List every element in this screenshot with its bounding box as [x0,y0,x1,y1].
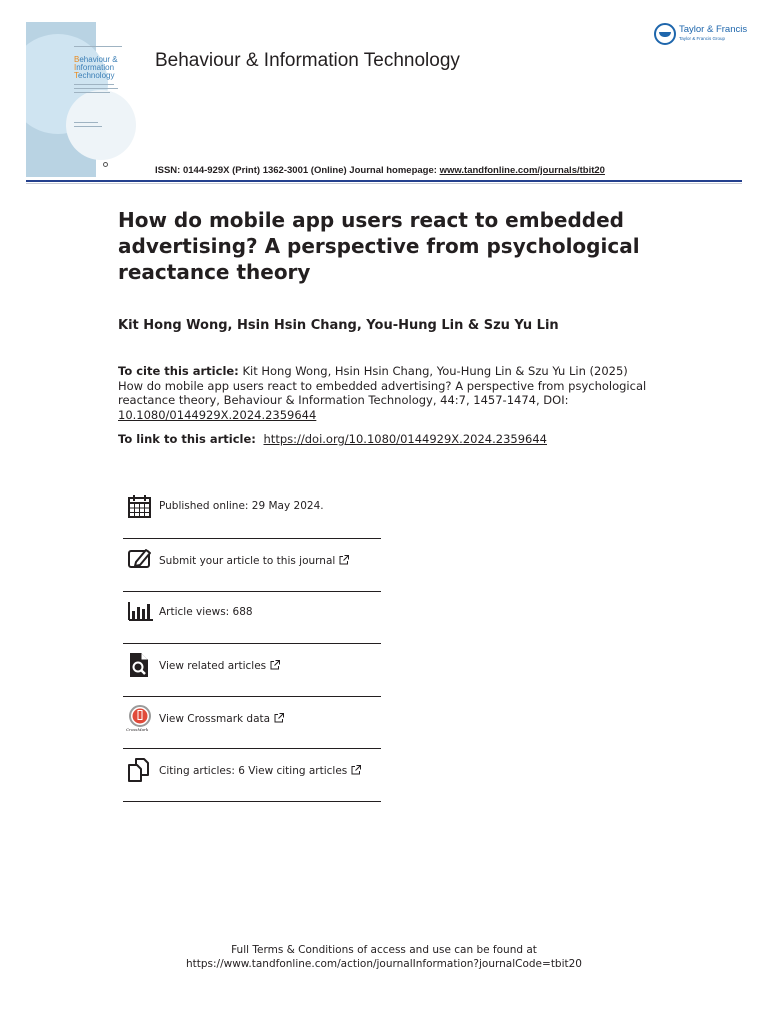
article-title: How do mobile app users react to embedded advertising? A perspective from psychological reactance theory [118,208,640,284]
cover-rule [74,92,110,93]
citation-block [118,364,648,422]
footer-line: Full Terms & Conditions of access and use can be found at [231,944,537,956]
publisher-logo [654,22,746,48]
article-link-line [118,432,547,446]
journal-homepage-link[interactable]: www.tandfonline.com/journals/tbit20 [439,165,605,176]
cite-label: To cite this article: [118,364,239,378]
info-divider [123,643,381,644]
bar-chart-icon [127,600,153,626]
external-link-icon [274,713,284,723]
info-item-crossmark[interactable] [123,705,381,757]
footer-terms-link[interactable]: https://www.tandfonline.com/action/journalInformation?journalCode=tbit20 [185,958,582,970]
issn-line [155,165,605,176]
document-search-icon [127,652,153,678]
info-item-label: Published online: 29 May 2024. [159,500,324,512]
taylor-francis-logo-icon [654,23,676,45]
cover-rule [74,84,114,85]
cite-text: Kit Hong Wong, Hsin Hsin Chang, You-Hung Lin & Szu Yu Lin (2025) How do mobile app users react to embedded advertising? A perspective from psychological reactance theory, Behaviour & Information Technology, 44:7, 1457-1474, DOI: [118,364,647,407]
cover-rule [74,88,118,89]
external-link-icon [339,555,349,565]
article-doi-link[interactable]: https://doi.org/10.1080/0144929X.2024.2359644 [263,432,547,446]
info-divider [123,538,381,539]
info-item-label[interactable]: View Crossmark data [159,713,284,725]
info-divider [123,591,381,592]
link-label: To link to this article: [118,432,256,446]
terms-footer [0,943,768,971]
citing-articles-icon [127,757,153,783]
crossmark-label: CrossMark [126,727,149,732]
journal-title: Behaviour & Information Technology [155,50,460,71]
external-link-icon [351,765,361,775]
info-item-label: Article views: 688 [159,606,253,618]
issn-label: ISSN: 0144-929X (Print) 1362-3001 (Online) Journal homepage: [155,165,437,176]
info-item-label[interactable]: View related articles [159,660,280,672]
cover-rule [74,126,102,127]
cite-doi-link[interactable]: 10.1080/0144929X.2024.2359644 [118,407,317,422]
external-link-icon [270,660,280,670]
article-authors: Kit Hong Wong, Hsin Hsin Chang, You-Hung Lin & Szu Yu Lin [118,318,559,333]
cover-publisher-mark [103,162,133,170]
calendar-icon [127,494,153,520]
info-item-views [123,600,381,652]
cover-rule [74,122,98,123]
header-rule [26,180,742,182]
cover-rule [74,46,122,47]
info-item-label[interactable]: Submit your article to this journal [159,555,349,567]
cover-title: Behaviour & Information Technology [74,55,118,80]
publisher-brand: Taylor & Francis [679,24,748,35]
info-divider [123,748,381,749]
info-divider [123,801,381,802]
cover-circle-small [66,90,136,160]
info-item-label[interactable]: Citing articles: 6 View citing articles [159,765,361,777]
info-divider [123,696,381,697]
edit-submit-icon [127,547,153,573]
journal-cover-thumbnail [26,22,140,177]
publisher-group: Taylor & Francis Group [679,36,726,41]
header-rule-thin [26,183,742,184]
